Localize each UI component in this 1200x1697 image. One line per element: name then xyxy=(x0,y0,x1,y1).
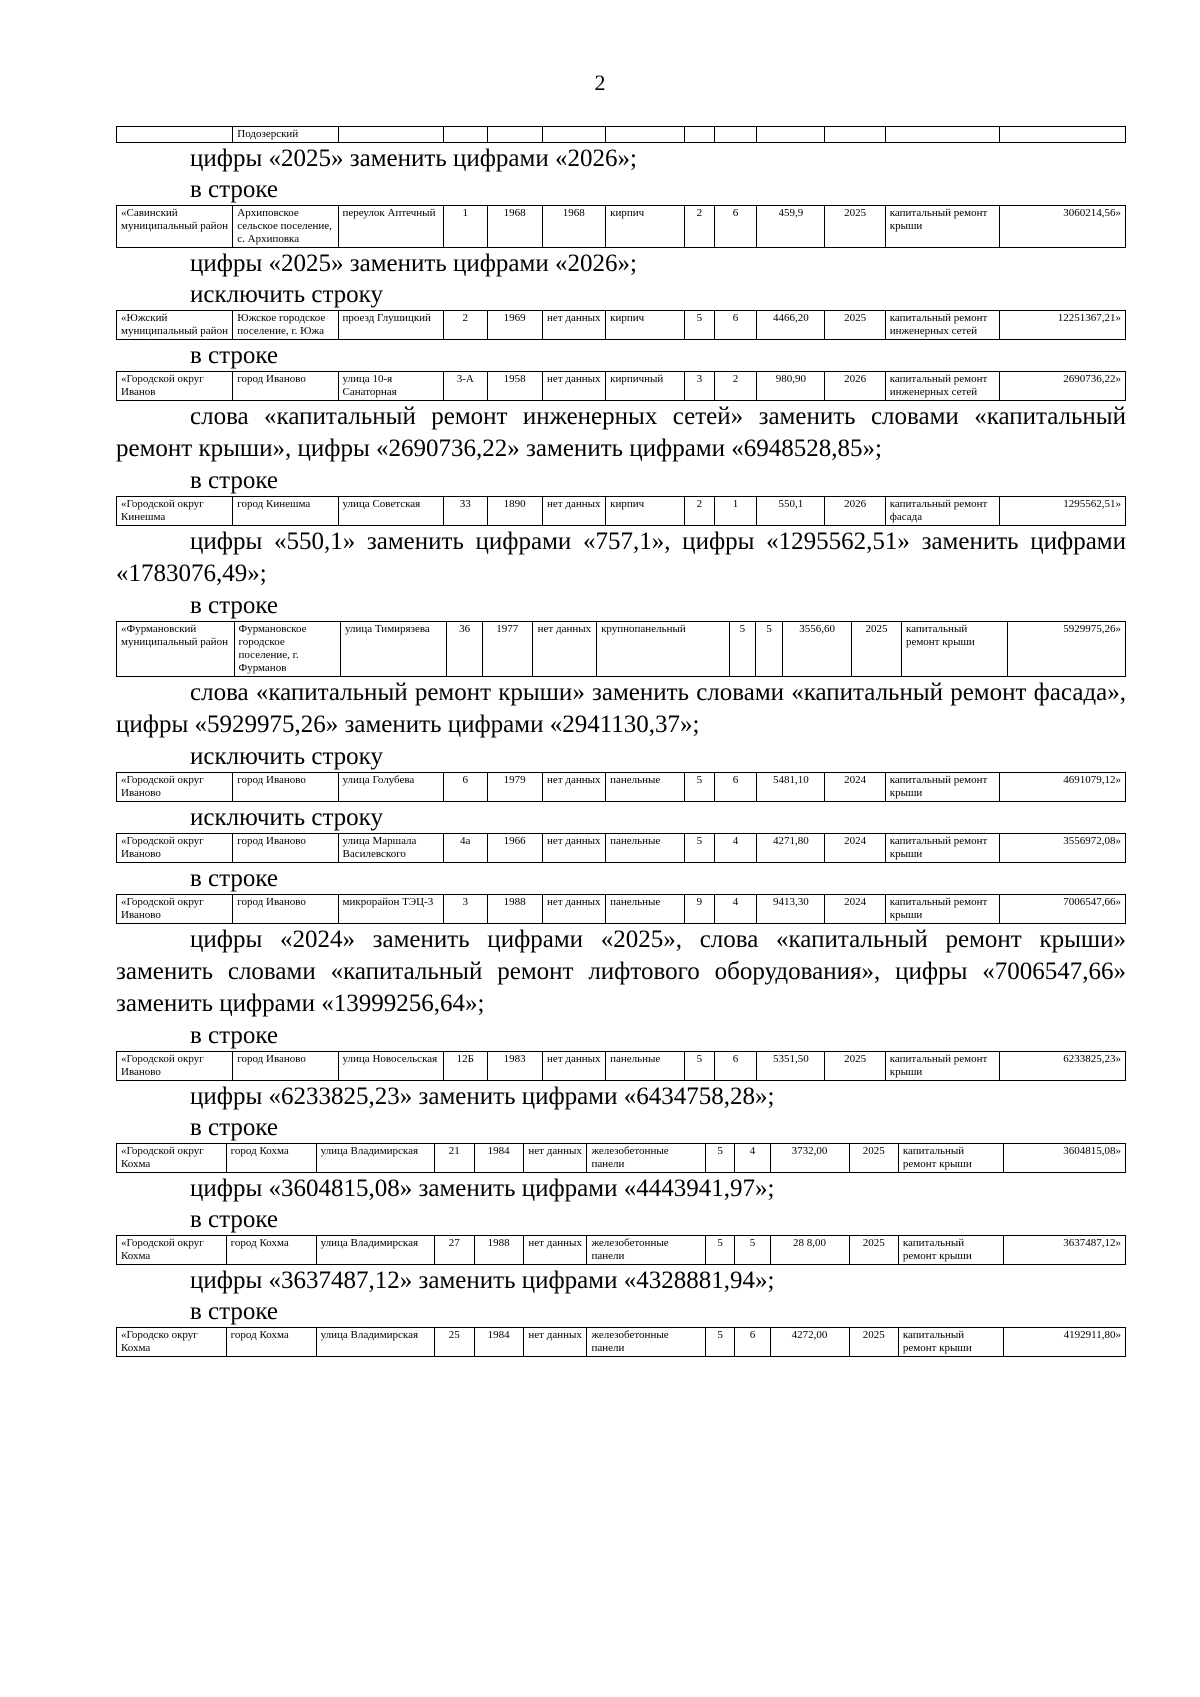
table-cell: кирпичный xyxy=(606,372,685,401)
table-cell: нет данных xyxy=(523,1144,587,1173)
table-cell xyxy=(714,127,757,143)
table-cell: 1984 xyxy=(474,1328,523,1357)
table-cell: Подозерский xyxy=(233,127,338,143)
table-cell: 5 xyxy=(685,311,715,340)
table-cell: Южское городское поселение, г. Южа xyxy=(233,311,338,340)
table-cell: 2025 xyxy=(849,1236,898,1265)
table-cell: капитальный ремонт крыши xyxy=(898,1236,1003,1265)
page-number: 2 xyxy=(594,70,606,95)
table-cell: «Городской округ Иваново xyxy=(117,1052,233,1081)
instruction-line: в строке xyxy=(190,176,279,203)
table-cell: нет данных xyxy=(542,1052,606,1081)
register-table-row xyxy=(116,1327,1126,1357)
register-table-row xyxy=(116,621,1126,677)
table-cell: Архиповское сельское поселение, с. Архиповка xyxy=(233,206,338,248)
instruction-line: цифры «2025» заменить цифрами «2026»; xyxy=(190,250,637,277)
table-cell: 4 xyxy=(714,895,757,924)
register-table-row xyxy=(116,1143,1126,1173)
register-table-row xyxy=(116,833,1126,863)
table-cell: панельные xyxy=(606,834,685,863)
table-cell: капитальный ремонт крыши xyxy=(885,895,999,924)
table-cell: 1 xyxy=(443,206,487,248)
table-cell: город Иваново xyxy=(233,895,338,924)
table-cell: 2025 xyxy=(825,206,885,248)
document-body xyxy=(116,126,1126,1357)
table-cell: 980,90 xyxy=(757,372,825,401)
table-cell: 4271,80 xyxy=(757,834,825,863)
table-cell: нет данных xyxy=(542,895,606,924)
instruction-line: цифры «2025» заменить цифрами «2026»; xyxy=(190,145,637,172)
table-cell: 3-А xyxy=(443,372,487,401)
table-cell: 4а xyxy=(443,834,487,863)
instruction-line: исключить строку xyxy=(190,281,383,308)
instruction-line: в строке xyxy=(190,1114,279,1141)
table-cell: улица Владимирская xyxy=(316,1328,434,1357)
table-cell: 2 xyxy=(443,311,487,340)
table-cell xyxy=(685,127,715,143)
table-cell: нет данных xyxy=(542,497,606,526)
table-cell: капитальный ремонт крыши xyxy=(901,622,1007,677)
table-cell: 1966 xyxy=(487,834,542,863)
table-cell: 6 xyxy=(714,206,757,248)
table-cell: 550,1 xyxy=(757,497,825,526)
table-cell: 6233825,23» xyxy=(999,1052,1125,1081)
table-cell: «Савинский муниципальный район xyxy=(117,206,233,248)
table-cell: 1958 xyxy=(487,372,542,401)
table-cell: 5351,50 xyxy=(757,1052,825,1081)
table-cell: 5 xyxy=(755,622,783,677)
table-cell: 5 xyxy=(705,1328,735,1357)
table-cell: 1968 xyxy=(487,206,542,248)
table-cell: 12Б xyxy=(443,1052,487,1081)
register-table-row xyxy=(116,310,1126,340)
table-cell: 3 xyxy=(685,372,715,401)
table-cell: «Городской округ Иваново xyxy=(117,895,233,924)
instruction-paragraph: цифры «550,1» заменить цифрами «757,1», цифры «1295562,51» заменить цифрами «1783076,49»; xyxy=(116,528,1126,587)
table-cell: 2025 xyxy=(849,1328,898,1357)
table-cell: 5929975,26» xyxy=(1008,622,1126,677)
table-cell: капитальный ремонт крыши xyxy=(885,1052,999,1081)
register-table-row xyxy=(116,1051,1126,1081)
register-table-row xyxy=(116,496,1126,526)
table-cell: 4 xyxy=(714,834,757,863)
register-table-row xyxy=(116,126,1126,143)
table-cell: город Кинешма xyxy=(233,497,338,526)
table-cell: 1984 xyxy=(474,1144,523,1173)
table-cell: 2026 xyxy=(825,372,885,401)
table-cell: 2024 xyxy=(825,895,885,924)
instruction-line: цифры «3637487,12» заменить цифрами «4328881,94»; xyxy=(190,1267,775,1294)
table-cell: 3556,60 xyxy=(783,622,852,677)
table-cell: 6 xyxy=(714,773,757,802)
table-cell: капитальный ремонт крыши xyxy=(885,206,999,248)
table-cell: 5 xyxy=(705,1144,735,1173)
table-cell: улица Тимирязева xyxy=(340,622,446,677)
table-cell: 1295562,51» xyxy=(999,497,1125,526)
table-cell: 2 xyxy=(714,372,757,401)
table-cell: 28 8,00 xyxy=(770,1236,849,1265)
table-cell xyxy=(542,127,606,143)
instruction-line: цифры «6233825,23» заменить цифрами «6434758,28»; xyxy=(190,1083,775,1110)
table-cell: кирпич xyxy=(606,311,685,340)
table-cell: 2 xyxy=(685,206,715,248)
table-cell: 5 xyxy=(730,622,755,677)
instruction-line: исключить строку xyxy=(190,804,383,831)
table-cell: город Иваново xyxy=(233,1052,338,1081)
instruction-paragraph: слова «капитальный ремонт инженерных сетей» заменить словами «капитальный ремонт крыши», цифры «2690736,22» заменить цифрами «6948528,85»; xyxy=(116,403,1126,462)
table-cell: 5 xyxy=(735,1236,770,1265)
table-cell xyxy=(338,127,443,143)
table-cell: «Городской округ Иваново xyxy=(117,773,233,802)
register-table-row xyxy=(116,371,1126,401)
table-cell: 33 xyxy=(443,497,487,526)
register-table-row xyxy=(116,894,1126,924)
table-cell: 5 xyxy=(705,1236,735,1265)
table-cell: 36 xyxy=(447,622,482,677)
instruction-line: в строке xyxy=(190,865,279,892)
table-cell: проезд Глушицкий xyxy=(338,311,443,340)
table-cell: 459,9 xyxy=(757,206,825,248)
table-cell: улица 10-я Санаторная xyxy=(338,372,443,401)
table-cell: улица Советская xyxy=(338,497,443,526)
table-cell: 6 xyxy=(443,773,487,802)
instruction-line: в строке xyxy=(190,342,279,369)
table-cell: капитальный ремонт крыши xyxy=(885,773,999,802)
table-cell: «Городской округ Кохма xyxy=(117,1236,227,1265)
table-cell: капитальный ремонт крыши xyxy=(898,1328,1003,1357)
table-cell: 9 xyxy=(685,895,715,924)
table-cell xyxy=(885,127,999,143)
table-cell: капитальный ремонт фасада xyxy=(885,497,999,526)
instruction-line: цифры «3604815,08» заменить цифрами «4443941,97»; xyxy=(190,1175,775,1202)
instruction-paragraph: слова «капитальный ремонт крыши» заменить словами «капитальный ремонт фасада», цифры «5929975,26» заменить цифрами «2941130,37»; xyxy=(116,679,1126,738)
table-cell: кирпич xyxy=(606,206,685,248)
table-cell: 1977 xyxy=(482,622,532,677)
table-cell: 2 xyxy=(685,497,715,526)
table-cell: 3060214,56» xyxy=(999,206,1125,248)
table-cell: капитальный ремонт крыши xyxy=(898,1144,1003,1173)
table-cell: нет данных xyxy=(542,834,606,863)
table-cell: 1890 xyxy=(487,497,542,526)
table-cell: 1988 xyxy=(474,1236,523,1265)
table-cell: 5 xyxy=(685,834,715,863)
table-cell: 2025 xyxy=(825,311,885,340)
table-cell: улица Голубева xyxy=(338,773,443,802)
table-cell: город Кохма xyxy=(226,1236,316,1265)
table-cell: «Фурмановский муниципальный район xyxy=(117,622,235,677)
table-cell: 5 xyxy=(685,1052,715,1081)
register-table-row xyxy=(116,1235,1126,1265)
table-cell: нет данных xyxy=(542,773,606,802)
table-cell: панельные xyxy=(606,895,685,924)
table-cell: железобетонные панели xyxy=(587,1236,705,1265)
table-cell: панельные xyxy=(606,1052,685,1081)
table-cell: нет данных xyxy=(523,1328,587,1357)
table-cell xyxy=(487,127,542,143)
table-cell: 6 xyxy=(735,1328,770,1357)
instruction-line: в строке xyxy=(190,1298,279,1325)
table-cell: 2025 xyxy=(852,622,902,677)
table-cell: 7006547,66» xyxy=(999,895,1125,924)
table-cell: 2024 xyxy=(825,834,885,863)
table-cell: 5 xyxy=(685,773,715,802)
table-cell: 4466,20 xyxy=(757,311,825,340)
table-cell xyxy=(825,127,885,143)
register-table-row xyxy=(116,772,1126,802)
table-cell: улица Владимирская xyxy=(316,1144,434,1173)
instruction-line: в строке xyxy=(190,592,279,619)
table-cell: железобетонные панели xyxy=(587,1144,705,1173)
table-cell xyxy=(443,127,487,143)
table-cell: нет данных xyxy=(542,311,606,340)
register-table-row xyxy=(116,205,1126,248)
table-cell: улица Новосельская xyxy=(338,1052,443,1081)
instruction-line: в строке xyxy=(190,467,279,494)
table-cell: нет данных xyxy=(532,622,596,677)
table-cell: 1 xyxy=(714,497,757,526)
table-cell: 3556972,08» xyxy=(999,834,1125,863)
table-cell: 27 xyxy=(435,1236,474,1265)
table-cell: капитальный ремонт инженерных сетей xyxy=(885,372,999,401)
instruction-line: исключить строку xyxy=(190,743,383,770)
table-cell xyxy=(117,127,233,143)
table-cell: 6 xyxy=(714,1052,757,1081)
table-cell: нет данных xyxy=(523,1236,587,1265)
table-cell: 3732,00 xyxy=(770,1144,849,1173)
table-cell: железобетонные панели xyxy=(587,1328,705,1357)
table-cell: крупнопанельный xyxy=(597,622,730,677)
table-cell: 4 xyxy=(735,1144,770,1173)
table-cell: 5481,10 xyxy=(757,773,825,802)
table-cell: 21 xyxy=(435,1144,474,1173)
table-cell: панельные xyxy=(606,773,685,802)
table-cell: Фурмановское городское поселение, г. Фурманов xyxy=(234,622,340,677)
table-cell: 25 xyxy=(435,1328,474,1357)
table-cell: 3604815,08» xyxy=(1004,1144,1126,1173)
table-cell: переулок Аптечный xyxy=(338,206,443,248)
table-cell: 2690736,22» xyxy=(999,372,1125,401)
table-cell: 1983 xyxy=(487,1052,542,1081)
table-cell: 2025 xyxy=(825,1052,885,1081)
table-cell: капитальный ремонт крыши xyxy=(885,834,999,863)
table-cell: капитальный ремонт инженерных сетей xyxy=(885,311,999,340)
table-cell: 2024 xyxy=(825,773,885,802)
table-cell: 2025 xyxy=(849,1144,898,1173)
table-cell: 3637487,12» xyxy=(1004,1236,1126,1265)
table-cell: «Городской округ Кохма xyxy=(117,1144,227,1173)
table-cell: «Городской округ Иванов xyxy=(117,372,233,401)
table-cell: 1988 xyxy=(487,895,542,924)
table-cell: нет данных xyxy=(542,372,606,401)
table-cell: микрорайон ТЭЦ-3 xyxy=(338,895,443,924)
table-cell: «Городской округ Кинешма xyxy=(117,497,233,526)
table-cell: город Кохма xyxy=(226,1144,316,1173)
instruction-line: в строке xyxy=(190,1206,279,1233)
table-cell xyxy=(757,127,825,143)
table-cell: кирпич xyxy=(606,497,685,526)
table-cell: город Иваново xyxy=(233,372,338,401)
table-cell: 1968 xyxy=(542,206,606,248)
table-cell: город Иваново xyxy=(233,773,338,802)
table-cell: 6 xyxy=(714,311,757,340)
table-cell: 2026 xyxy=(825,497,885,526)
table-cell: 9413,30 xyxy=(757,895,825,924)
table-cell: 12251367,21» xyxy=(999,311,1125,340)
instruction-line: в строке xyxy=(190,1022,279,1049)
table-cell: 1969 xyxy=(487,311,542,340)
table-cell: «Южский муниципальный район xyxy=(117,311,233,340)
table-cell: улица Маршала Василевского xyxy=(338,834,443,863)
table-cell xyxy=(606,127,685,143)
table-cell: 4691079,12» xyxy=(999,773,1125,802)
table-cell: 3 xyxy=(443,895,487,924)
table-cell: улица Владимирская xyxy=(316,1236,434,1265)
instruction-paragraph: цифры «2024» заменить цифрами «2025», слова «капитальный ремонт крыши» заменить словами «капитальный ремонт лифтового оборудования», цифры «7006547,66» заменить цифрами «13999256,64»; xyxy=(116,926,1126,1017)
table-cell: 4192911,80» xyxy=(1004,1328,1126,1357)
table-cell xyxy=(999,127,1125,143)
table-cell: «Городской округ Иваново xyxy=(117,834,233,863)
table-cell: город Кохма xyxy=(226,1328,316,1357)
table-cell: 1979 xyxy=(487,773,542,802)
table-cell: «Городско округ Кохма xyxy=(117,1328,227,1357)
table-cell: город Иваново xyxy=(233,834,338,863)
table-cell: 4272,00 xyxy=(770,1328,849,1357)
